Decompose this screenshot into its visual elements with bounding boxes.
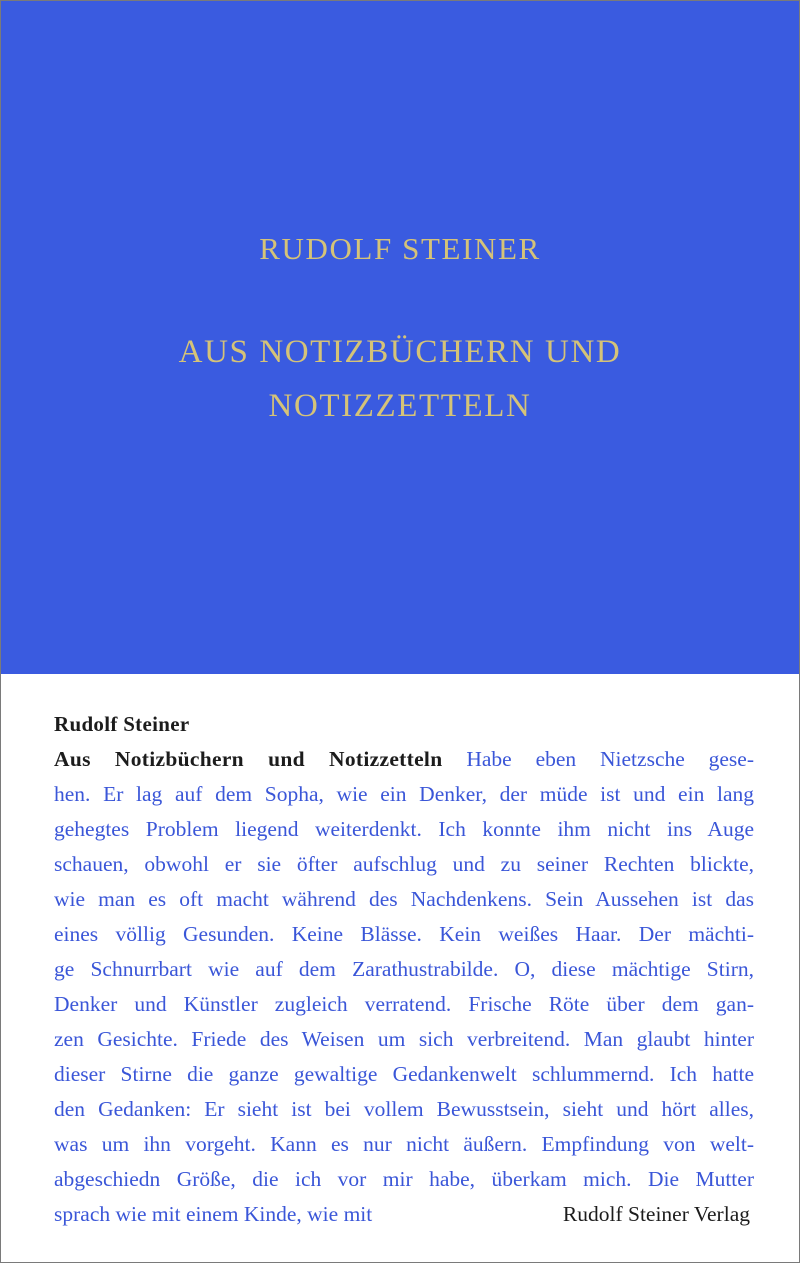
blurb-line-text: Habe eben Nietzsche gese- [466, 747, 755, 771]
cover-author-name: RUDOLF STEINER [259, 231, 541, 266]
blurb-line: was um ihn vorgeht. Kann es nur nicht äußern. Empfindung von welt- [54, 1132, 754, 1156]
blurb-line [54, 742, 754, 777]
blurb-line: wie man es oft macht während des Nachdenkens. Sein Aussehen ist das [54, 887, 754, 911]
cover-title-line-1: AUS NOTIZBÜCHERN UND [178, 334, 622, 370]
blurb-line: den Gedanken: Er sieht ist bei vollem Bewusstsein, sieht und hört alles, [54, 1097, 754, 1121]
cover-title [1, 325, 799, 433]
blurb-line: ge Schnurrbart wie auf dem Zarathustrabilde. O, diese mächtige Stirn, [54, 957, 754, 981]
blurb-line: abgeschiedn Größe, die ich vor mir habe, überkam mich. Die Mutter [54, 1167, 754, 1191]
blurb-line: Denker und Künstler zugleich verratend. Frische Röte über dem gan- [54, 992, 754, 1016]
blurb-text [54, 742, 754, 1232]
blurb-line: gehegtes Problem liegend weiterdenkt. Ich konnte ihm nicht ins Auge [54, 817, 754, 841]
blurb-line: schauen, obwohl er sie öfter aufschlug und zu seiner Rechten blickte, [54, 852, 754, 876]
publisher-name: Rudolf Steiner Verlag [562, 1202, 750, 1226]
blurb-line: zen Gesichte. Friede des Weisen um sich verbreitend. Man glaubt hinter [54, 1027, 754, 1051]
blurb-line: sprach wie mit einem Kinde, wie mit [54, 1202, 373, 1226]
blurb-author: Rudolf Steiner [54, 712, 190, 736]
blurb-last-row [54, 1197, 754, 1232]
blurb-line: eines völlig Gesunden. Keine Blässe. Kein weißes Haar. Der mächti- [54, 922, 754, 946]
cover-title-panel [1, 1, 799, 674]
blurb-book-title: Aus Notizbüchern und Notizzetteln [54, 747, 443, 771]
cover-title-line-2: NOTIZZETTELN [268, 388, 532, 424]
blurb-line: hen. Er lag auf dem Sopha, wie ein Denker, der müde ist und ein lang [54, 782, 754, 806]
blurb-section [54, 707, 754, 1232]
blurb-line: dieser Stirne die ganze gewaltige Gedankenwelt schlummernd. Ich hatte [54, 1062, 754, 1086]
